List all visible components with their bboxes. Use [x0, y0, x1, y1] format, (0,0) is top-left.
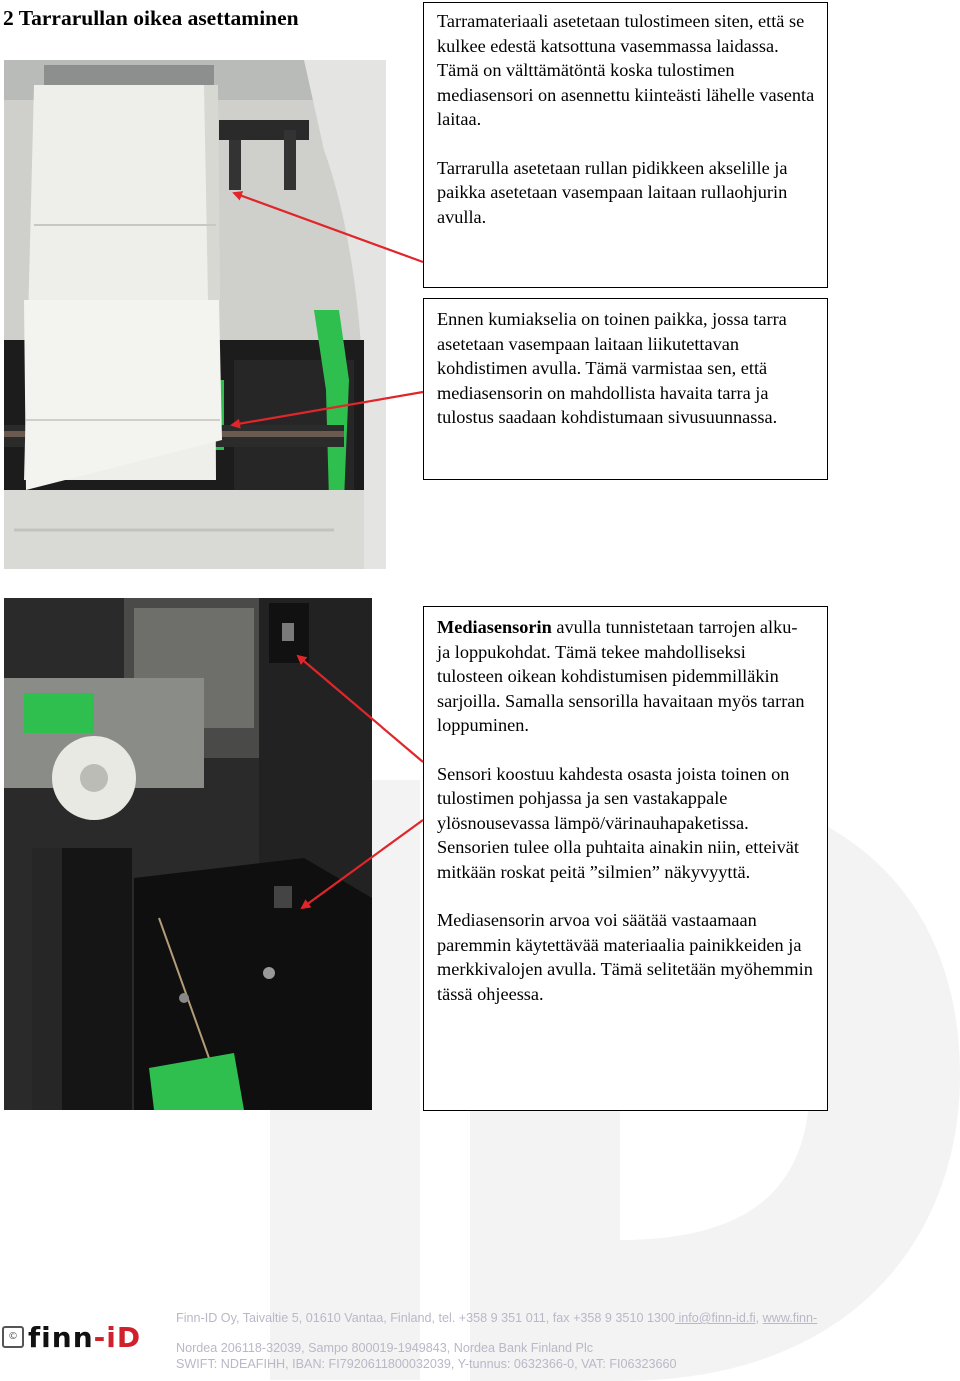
media-sensor-photo: [4, 598, 372, 1110]
bold-term: Mediasensorin: [437, 617, 552, 637]
callout-paragraph: Ennen kumiakselia on toinen paikka, jossa tarra asetetaan vasempaan laitaan liikutettavan kohdistimen avulla. Tämä varmistaa sen, että mediasensorin on mahdollista havaita tarra ja tulostus saadaan kohdistumaan sivusuunnassa.: [437, 309, 787, 427]
callout-paragraph: Sensori koostuu kahdesta osasta joista toinen on tulostimen pohjassa ja sen vastakappale ylösnousevassa lämpö/värinauhapaketissa. Sensorien tulee olla puhtaita ainakin niin, etteivät mitkään roskat peitä ”silmien” näkyvyyttä.: [437, 763, 799, 882]
callout-guide-alignment: [423, 298, 828, 480]
footer-bank-line: Nordea 206118-32039, Sampo 800019-1949843, Nordea Bank Finland Plc: [176, 1341, 594, 1355]
callout-media-sensor: [423, 606, 828, 1111]
website-link[interactable]: www.finn-: [762, 1311, 818, 1325]
callout-paragraph: Mediasensorin arvoa voi säätää vastaamaan paremmin käytettävää materiaalia painikkeiden ja merkkivalojen avulla. Tämä selitetään myöhemmin tässä ohjeessa.: [437, 910, 813, 1004]
printer-label-roll-photo: [4, 60, 386, 569]
page-footer: [0, 1300, 960, 1381]
footer-id-line: SWIFT: NDEAFIHH, IBAN: FI7920611800032039, Y-tunnus: 0632366-0, VAT: FI06323660: [176, 1357, 677, 1371]
section-heading: 2 Tarrarullan oikea asettaminen: [3, 6, 299, 30]
callout-paragraph: Tarramateriaali asetetaan tulostimeen siten, että se kulkee edestä katsottuna vasemmassa laidassa. Tämä on välttämätöntä koska tulostimen mediasensori on asennettu kiinteästi lähelle vasenta laitaa.: [437, 11, 815, 129]
footer-contact-line: Finn-ID Oy, Taivaltie 5, 01610 Vantaa, Finland, tel. +358 9 351 011, fax +358 9 3510 1300 info@finn-id.fi, www.finn-: [176, 1311, 818, 1325]
copyright-icon: ©: [2, 1326, 24, 1348]
callout-paragraph: Mediasensorin avulla tunnistetaan tarrojen alku- ja loppukohdat. Tämä tekee mahdolliseksi tulosteen oikean kohdistumisen pidemmilläkin sarjoilla. Samalla sensorilla havaitaan myös tarran loppuminen.: [437, 617, 805, 735]
logo-wordmark: finn-iD: [28, 1320, 142, 1354]
callout-paragraph: Tarrarulla asetetaan rullan pidikkeen akselille ja paikka asetetaan vasempaan laitaan rullaohjurin avulla.: [437, 157, 788, 227]
callout-label-placement: [423, 2, 828, 288]
finn-id-logo: [2, 1320, 141, 1354]
email-link[interactable]: info@finn-id.fi: [674, 1311, 756, 1325]
